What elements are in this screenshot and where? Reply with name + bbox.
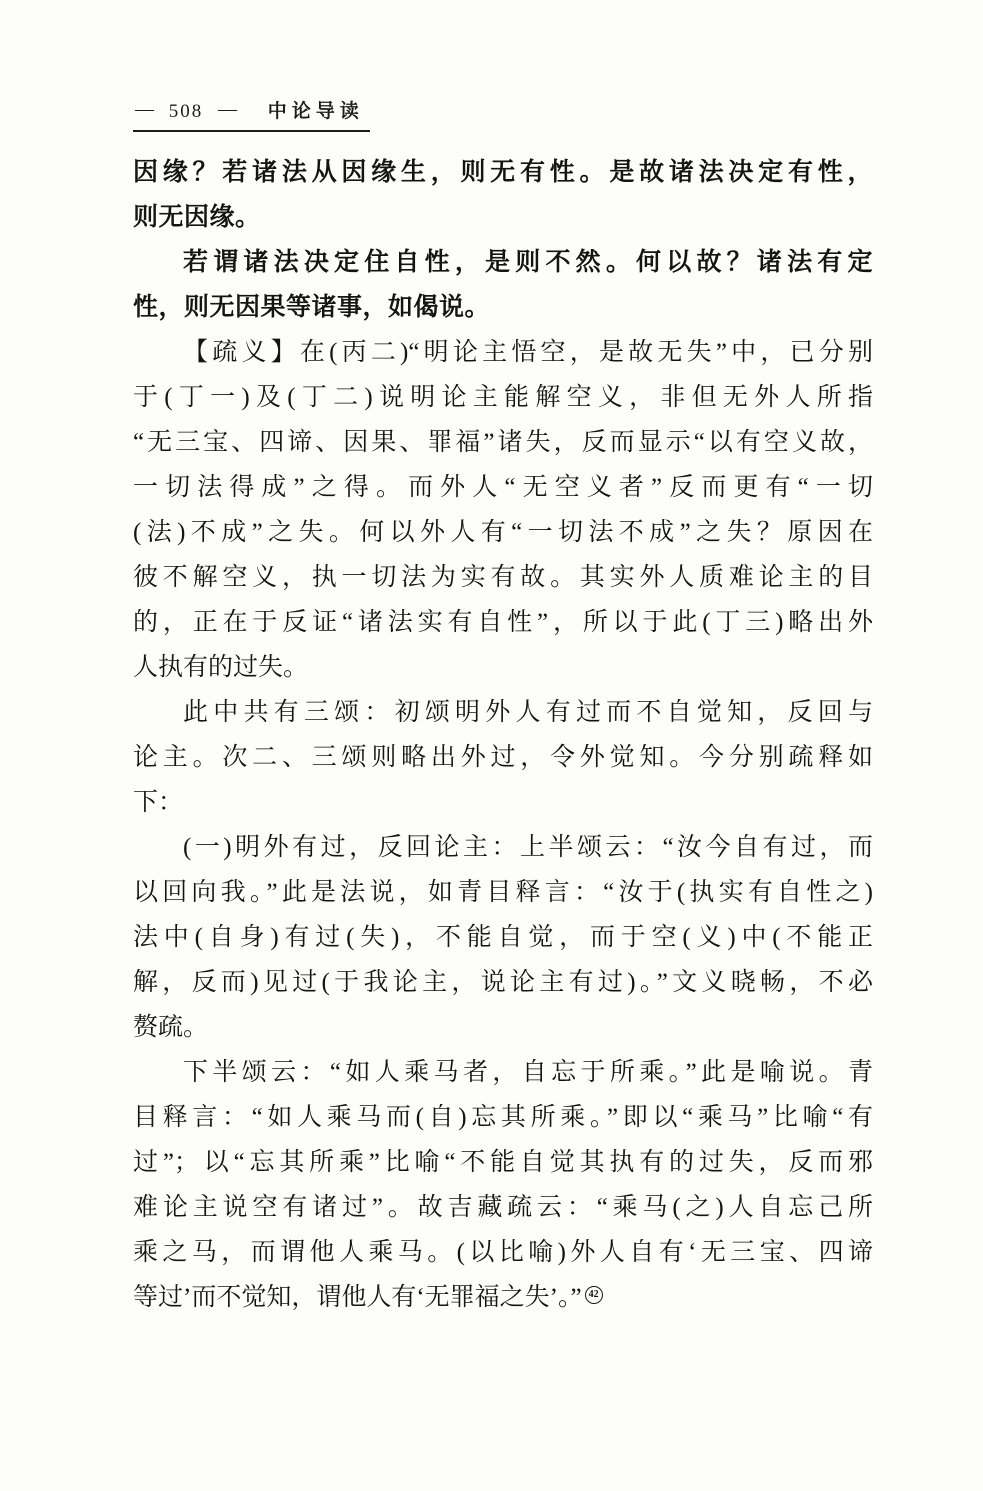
footnote-marker: 42 (585, 1286, 603, 1304)
header-dash-right: — (218, 99, 237, 120)
text-line-content: (一)明外有过，反回论主：上半颂云：“汝今自有过，而 (183, 834, 873, 861)
page-header (133, 100, 370, 132)
text-line (133, 1050, 873, 1095)
text-line-content: 【疏义】在(丙二)“明论主悟空，是故无失”中，已分别 (183, 339, 873, 366)
text-line-content: 论主。次二、三颂则略出外过，令外觉知。今分别疏释如 (133, 744, 873, 771)
text-line-content: 法中(自身)有过(失)，不能自觉，而于空(义)中(不能正 (133, 924, 873, 951)
text-line-content: 以回向我。”此是法说，如青目释言：“汝于(执实有自性之) (133, 879, 873, 906)
text-line (133, 600, 873, 645)
text-line-content: 解，反而)见过(于我论主，说论主有过)。”文义晓畅，不必 (133, 969, 873, 996)
book-title: 中论导读 (267, 101, 364, 122)
text-line (133, 960, 873, 1005)
text-line (133, 1275, 873, 1320)
text-line (133, 420, 873, 465)
text-line-content: 下： (133, 789, 184, 816)
text-line (133, 645, 873, 690)
text-line-content: 人执有的过失。 (133, 654, 309, 681)
text-line (133, 375, 873, 420)
text-line (133, 915, 873, 960)
text-line-content: 等过’而不觉知，谓他人有‘无罪福之失’。” (133, 1284, 582, 1311)
text-line (133, 555, 873, 600)
text-line (133, 1230, 873, 1275)
text-line-content: 目释言：“如人乘马而(自)忘其所乘。”即以“乘马”比喻“有 (133, 1104, 873, 1131)
text-line (133, 330, 873, 375)
text-line-content: 则无因缘。 (133, 204, 261, 231)
text-line-content: 若谓诸法决定住自性，是则不然。何以故？诸法有定 (183, 249, 873, 276)
text-line (133, 510, 873, 555)
text-line-content: (法)不成”之失。何以外人有“一切法不成”之失？原因在 (133, 519, 873, 546)
page-number: 508 (168, 101, 204, 122)
text-line (133, 1095, 873, 1140)
text-block (133, 150, 873, 1320)
text-line-content: 乘之马，而谓他人乘马。(以比喻)外人自有‘无三宝、四谛 (133, 1239, 873, 1266)
text-line (133, 825, 873, 870)
text-line (133, 285, 873, 330)
text-line (133, 1185, 873, 1230)
header-dash-left: — (135, 99, 154, 120)
text-line-content: 的，正在于反证“诸法实有自性”，所以于此(丁三)略出外 (133, 609, 873, 636)
text-line-content: 赘疏。 (133, 1014, 209, 1041)
text-line (133, 690, 873, 735)
text-line-content: 因缘？若诸法从因缘生，则无有性。是故诸法决定有性， (133, 159, 873, 186)
text-line (133, 150, 873, 195)
text-line-content: 过”；以“忘其所乘”比喻“不能自觉其执有的过失，反而邪 (133, 1149, 873, 1176)
text-line (133, 465, 873, 510)
text-line-content: 下半颂云：“如人乘马者，自忘于所乘。”此是喻说。青 (183, 1059, 873, 1086)
text-line-content: 于(丁一)及(丁二)说明论主能解空义，非但无外人所指 (133, 384, 873, 411)
text-line-content: “无三宝、四谛、因果、罪福”诸失，反而显示“以有空义故， (133, 429, 873, 456)
text-line (133, 240, 873, 285)
text-line (133, 735, 873, 780)
text-line (133, 780, 873, 825)
text-line (133, 195, 873, 240)
text-line (133, 1005, 873, 1050)
text-line-content: 此中共有三颂：初颂明外人有过而不自觉知，反回与 (183, 699, 873, 726)
text-line-content: 彼不解空义，执一切法为实有故。其实外人质难论主的目 (133, 564, 873, 591)
text-line (133, 870, 873, 915)
text-line-content: 难论主说空有诸过”。故吉藏疏云：“乘马(之)人自忘己所 (133, 1194, 873, 1221)
text-line-content: 性，则无因果等诸事，如偈说。 (133, 294, 491, 321)
text-line-content: 一切法得成”之得。而外人“无空义者”反而更有“一切 (133, 474, 873, 501)
text-line (133, 1140, 873, 1185)
